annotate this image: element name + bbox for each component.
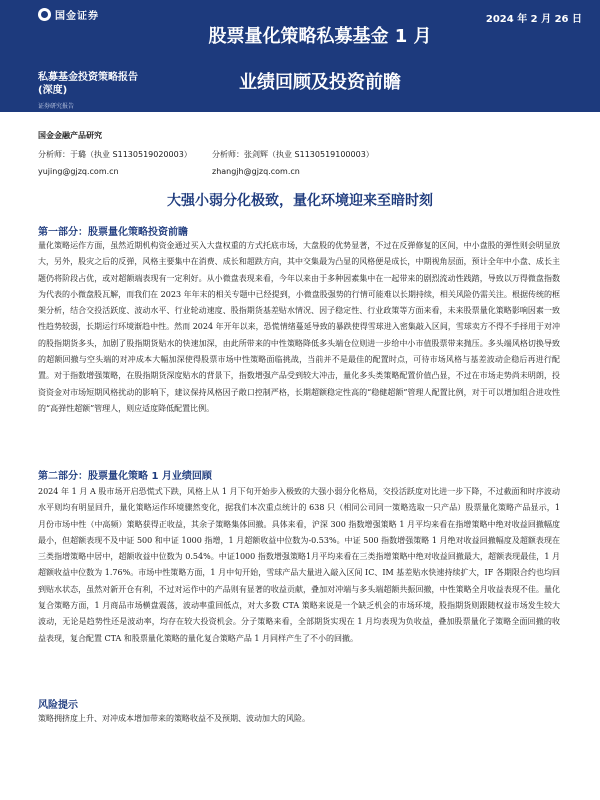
section-heading-outlook: 第一部分：股票量化策略投资前瞻: [38, 227, 188, 238]
report-date: 2024 年 2 月 26 日: [485, 14, 582, 25]
analyst2-email[interactable]: zhangjh@gjzq.com.cn: [212, 167, 300, 176]
logo-text: 国金证券: [55, 11, 99, 22]
brand-logo: [38, 7, 99, 22]
report-title-line2: 业绩回顾及投资前瞻: [239, 72, 401, 93]
section-body-risk: 策略拥挤度上升、对冲成本增加带来的策略收益不及预期、波动加大的风险。: [38, 714, 310, 723]
section-heading-review: 第二部分：股票量化策略 1 月业绩回顾: [38, 471, 212, 482]
report-type-line2: (深度): [38, 85, 68, 96]
report-sub-tag: 证券研究报告: [38, 103, 75, 110]
analyst1-name: 分析师：于璐（执业 S1130519020003）: [38, 150, 192, 159]
report-type-line1: 私募基金投资策略报告: [38, 72, 138, 83]
section-heading-risk: 风险提示: [38, 700, 78, 711]
header-banner: [0, 0, 600, 112]
analyst1-email[interactable]: yujing@gjzq.com.cn: [38, 167, 119, 176]
analyst2-name: 分析师：张剑辉（执业 S1130519100003）: [212, 150, 374, 159]
section-body-review: 2024 年 1 月 A 股市场开启恐慌式下跌，风格上从 1 月下旬开始步入极致的大强小弱分化格局，交投活跃度对比进一步下降，不过截面和时序波动水平则均有明显回升，量化策略运作环境骤然变化，据我们本次重点统计的 638 只（相同公司同一策略选取一只产品）股票量化策略产品显示，1 月份市场中性（中高频）策略获得正收益，其余子策略集体回撤。具体来看，沪深 300 指数增强策略 1 月平均来看在指增策略中绝对收益回撤幅度最小，但超额表现不及中证 500 和中证 1000 指增，1 月超额收益中位数为-0.53%。中证 500 指数增强策略 1 月绝对收益回撤幅度及超额表现在三类指增策略中居中，超额收益中位数为 0.54%。中证1000 指数增强策略1月平均来看在三类指增策略中绝对收益回撤最大，超额表现最佳，1 月超额收益中位数为 1.76%。市场中性策略方面，1 月中旬开始，雪球产品大量进入敲入区间 IC、IM 基差贴水快速持续扩大，IF 各期限合约也均回到贴水状态，虽然对新开仓有利，不过对运作中的产品则有显著的收益贡献，叠加对冲端与多头端超额共振回撤，中性策略全月收益表现不佳。量化复合策略方面，1 月商品市场横盘震荡，波动率重回低点，对大多数 CTA 策略来说是一个缺乏机会的市场环境，股指期货则跟随权益市场发生较大波动，无论是趋势性还是波动率，均存在较大投资机会。分子策略来看，全部期货实现在 1 月均表现为负收益，叠加股票量化子策略全面回撤的收益表现，复合配置 CTA 和股票量化策略的量化复合策略产品 1 月同样产生了不小的回撤。: [38, 487, 560, 643]
main-headline: 大强小弱分化极致，量化环境迎来至暗时刻: [167, 193, 433, 209]
logo-icon: [38, 8, 51, 21]
research-institute: 国金金融产品研究: [38, 131, 102, 140]
report-title-line1: 股票量化策略私募基金 1 月: [208, 26, 432, 47]
section-body-outlook: 量化策略运作方面，虽然近期机构资金通过买入大盘权重的方式托底市场，大盘股的优势显著，不过在反弹修复的区间，中小盘股的弹性则会明显放大，另外，股灾之后的反弹，风格主要集中在消费、成长和超跌方向，其中交集最为凸显的风格便是成长，中期视角层面，预计全年中小盘、成长主题仍将阶段占优，或对超额端表现有一定利好。从小微盘表现来看，今年以来由于多种因素集中在一起带来的剧烈流动性践踏，导致以万得微盘指数为代表的小微盘股瓦解，而我们在 2023 年年末的相关专题中已经提到，小微盘股强势的行情可能难以长期持续，相关风险仍需关注。根据传统的框架分析，结合交投活跃度、波动水平、行业轮动速度、股指期货基差贴水情况、因子稳定性、行业政策等方面来看，未来股票量化策略影响因素一致性趋势较弱，长期运行环境渐趋中性。然而 2024 年开年以来，恐慌情绪蔓延导致的暴跌使得雪球进入密集敲入区间，雪球卖方不得不手择用于对冲的股指期货多头，加剧了股指期货贴水的快速加深，由此所带来的中性策略降低多头端仓位则进一步给中小市值股票带来抛压。多头端风格切换导致的超额回撤与空头端的对冲成本大幅加深使得股票市场中性策略面临挑战，当前并不是最佳的配置时点，可待市场风格与基差波动企稳后再进行配置。对于指数增强策略，在股指期货深度贴水的背景下，指数增强产品受到较大冲击，量化多头类策略配置价值凸显，不过在市场走势尚未明朗，投资资金对市场短期风格扰动的影响下，建议保持风格因子敞口控制严格，长期超额稳定性高的“稳健超额”管理人配置比例，对于可以增加组合进攻性的“高弹性超额”管理人，则应适度降低配置比例。: [38, 241, 560, 413]
report-type: [38, 71, 138, 97]
